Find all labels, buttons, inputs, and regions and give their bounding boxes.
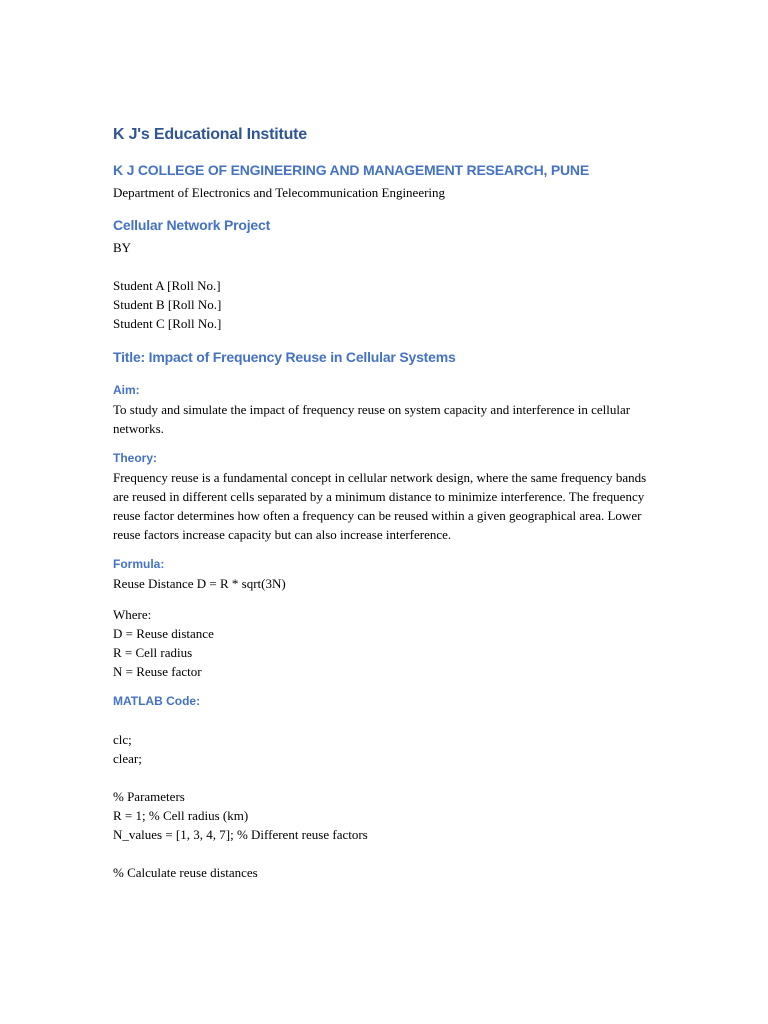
student-name: Student B [Roll No.]	[113, 297, 222, 312]
formula-definition: D = Reuse distance	[113, 626, 214, 641]
code-line: R = 1; % Cell radius (km)	[113, 808, 249, 823]
formula-expression: Reuse Distance D = R * sqrt(3N)	[113, 576, 286, 591]
spacer	[113, 593, 658, 605]
spacer	[113, 768, 658, 787]
code-line: clear;	[113, 751, 142, 766]
theory-heading: Theory:	[113, 451, 158, 465]
by-label: BY	[113, 240, 132, 255]
code-line: N_values = [1, 3, 4, 7]; % Different reuse factors	[113, 827, 368, 842]
spacer	[113, 844, 658, 863]
document-title: Title: Impact of Frequency Reuse in Cellular Systems	[113, 349, 456, 365]
institute-heading: K J's Educational Institute	[113, 126, 307, 143]
aim-heading: Aim:	[113, 383, 140, 397]
spacer	[113, 711, 658, 730]
formula-definition: N = Reuse factor	[113, 664, 202, 679]
code-line: clc;	[113, 732, 132, 747]
student-name: Student A [Roll No.]	[113, 278, 221, 293]
formula-definition: R = Cell radius	[113, 645, 193, 660]
where-label: Where:	[113, 607, 152, 622]
project-heading: Cellular Network Project	[113, 217, 271, 233]
department-text: Department of Electronics and Telecommunication Engineering	[113, 185, 446, 200]
formula-heading: Formula:	[113, 557, 165, 571]
code-line: % Parameters	[113, 789, 185, 804]
college-heading: K J COLLEGE OF ENGINEERING AND MANAGEMENT RESEARCH, PUNE	[113, 162, 589, 178]
aim-text: To study and simulate the impact of frequency reuse on system capacity and interference in cellular networks.	[113, 402, 631, 436]
theory-text: Frequency reuse is a fundamental concept in cellular network design, where the same frequency bands are reused in different cells separated by a minimum distance to minimize interference. The frequency reuse factor determines how often a frequency can be reused within a given geographical area. Lower reuse factors increase capacity but can also increase interference.	[113, 470, 647, 542]
student-name: Student C [Roll No.]	[113, 316, 222, 331]
code-line: % Calculate reuse distances	[113, 865, 258, 880]
matlab-heading: MATLAB Code:	[113, 694, 201, 708]
document-body	[113, 124, 658, 882]
spacer	[113, 257, 658, 276]
